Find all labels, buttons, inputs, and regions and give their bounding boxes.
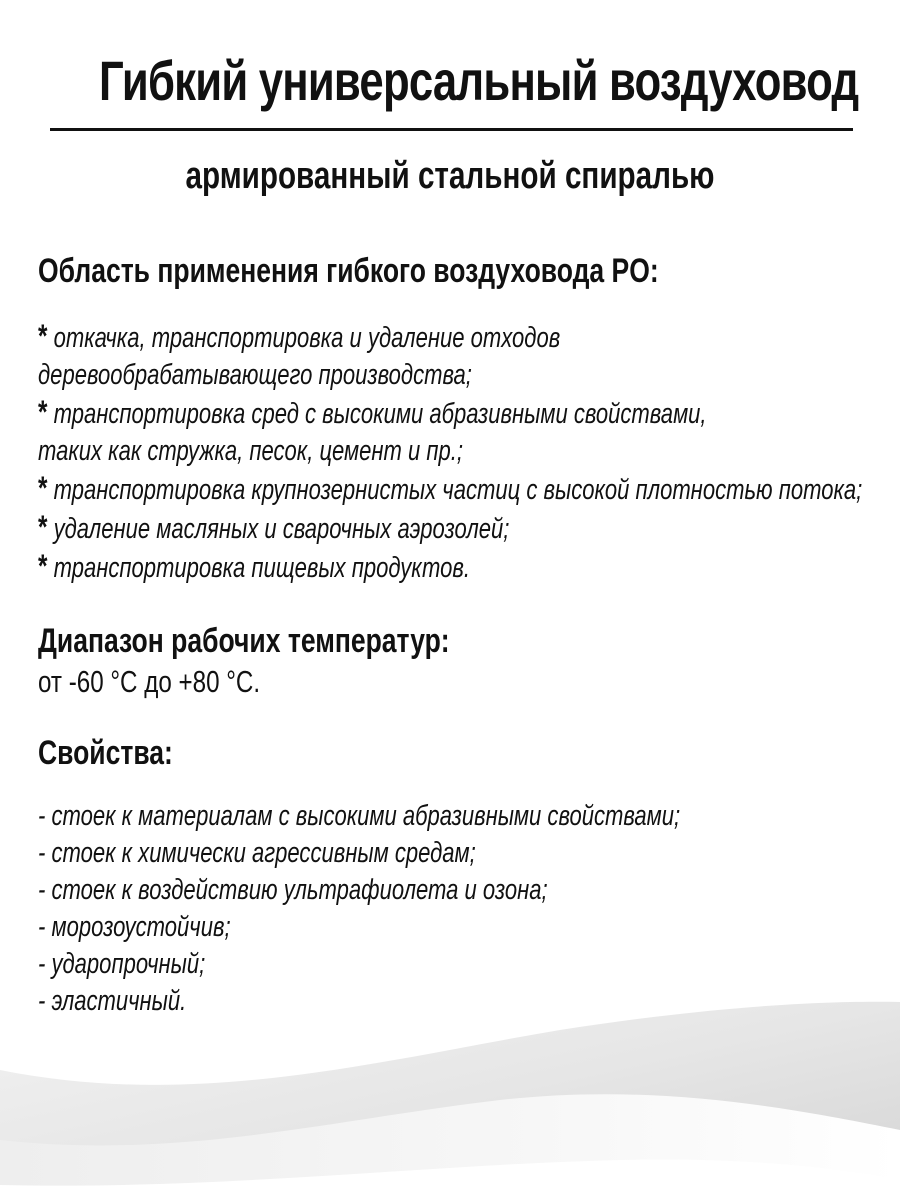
asterisk-bullet: * xyxy=(38,509,48,545)
properties-list xyxy=(38,798,900,1020)
asterisk-bullet: * xyxy=(38,470,48,506)
list-item-text: транспортировка крупнозернистых частиц с высокой плотностью потока; xyxy=(53,474,863,506)
properties-heading: Свойства: xyxy=(38,734,173,772)
page-title: Гибкий универсальный воздуховод xyxy=(99,49,859,112)
applications-heading: Область применения гибкого воздуховода PO: xyxy=(38,252,659,290)
list-item-text: транспортировка сред с высокими абразивными свойствами, xyxy=(53,398,707,430)
temperature-range: от -60 °C до +80 °C. xyxy=(38,664,261,699)
list-item: - морозоустойчив; xyxy=(38,911,231,943)
applications-list xyxy=(38,318,900,587)
list-item: - стоек к воздействию ультрафиолета и озона; xyxy=(38,874,548,906)
list-item: - стоек к химически агрессивным средам; xyxy=(38,837,476,869)
temperature-heading: Диапазон рабочих температур: xyxy=(38,622,450,660)
list-item xyxy=(38,318,889,357)
list-item xyxy=(38,394,889,433)
list-item-continuation: деревообрабатывающего производства; xyxy=(38,359,472,391)
decorative-wave xyxy=(0,990,900,1200)
list-item-text: откачка, транспортировка и удаление отходов xyxy=(53,322,561,354)
title-divider xyxy=(50,128,853,131)
list-item: - эластичный. xyxy=(38,985,187,1017)
asterisk-bullet: * xyxy=(38,394,48,430)
asterisk-bullet: * xyxy=(38,548,48,584)
list-item-continuation: таких как стружка, песок, цемент и пр.; xyxy=(38,435,464,467)
list-item xyxy=(38,509,889,548)
list-item: - стоек к материалам с высокими абразивными свойствами; xyxy=(38,800,681,832)
asterisk-bullet: * xyxy=(38,318,48,354)
list-item: - ударопрочный; xyxy=(38,948,206,980)
page-subtitle: армированный стальной спиралью xyxy=(185,155,715,197)
list-item xyxy=(38,548,889,587)
list-item-text: удаление масляных и сварочных аэрозолей; xyxy=(53,513,510,545)
list-item-text: транспортировка пищевых продуктов. xyxy=(53,552,470,584)
list-item xyxy=(38,470,889,509)
